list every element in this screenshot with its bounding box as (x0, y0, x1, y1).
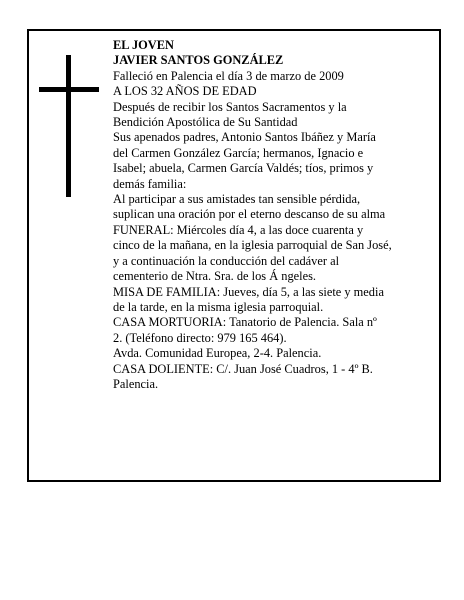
text-line: CASA DOLIENTE: C/. Juan José Cuadros, 1 - 4º B. (113, 361, 373, 376)
text-line: cementerio de Ntra. Sra. de los Á ngeles. (113, 269, 316, 284)
text-line: A LOS 32 AÑOS DE EDAD (113, 84, 257, 99)
text-line: Bendición Apostólica de Su Santidad (113, 115, 298, 130)
funeral-paragraph (113, 223, 433, 285)
text-line: MISA DE FAMILIA: Jueves, día 5, a las siete y media (113, 284, 384, 299)
text-line: FUNERAL: Miércoles día 4, a las doce cuarenta y (113, 222, 364, 237)
text-line: suplican una oración por el eterno descanso de su alma (113, 207, 386, 222)
funeral-home-paragraph (113, 315, 433, 346)
family-home-paragraph (113, 362, 433, 393)
death-date-paragraph (113, 69, 433, 84)
cross-horizontal-bar (39, 87, 99, 92)
text-line: Después de recibir los Santos Sacramentos y la (113, 99, 347, 114)
text-line: Isabel; abuela, Carmen García Valdés; tíos, primos y (113, 161, 374, 176)
cross-vertical-bar (66, 55, 71, 197)
text-line: Avda. Comunidad Europea, 2-4. Palencia. (113, 346, 322, 361)
deceased-name: JAVIER SANTOS GONZÁLEZ (113, 53, 284, 68)
text-line: de la tarde, en la misma iglesia parroquial. (113, 299, 324, 314)
text-line: demás familia: (113, 176, 187, 191)
text-line: Palencia. (113, 376, 159, 391)
sacraments-paragraph (113, 100, 433, 131)
text-line: 2. (Teléfono directo: 979 165 464). (113, 330, 287, 345)
text-line: Sus apenados padres, Antonio Santos Ibáñez y María (113, 130, 376, 145)
text-line: y a continuación la conducción del cadáver al (113, 253, 340, 268)
family-mass-paragraph (113, 285, 433, 316)
obituary-text (113, 38, 433, 392)
prayer-request-paragraph (113, 192, 433, 223)
text-line: Al participar a sus amistades tan sensible pérdida, (113, 192, 361, 207)
age-paragraph (113, 84, 433, 99)
text-line: CASA MORTUORIA: Tanatorio de Palencia. Sala nº (113, 315, 377, 330)
funeral-home-address-paragraph (113, 346, 433, 361)
text-line: Falleció en Palencia el día 3 de marzo de 2009 (113, 68, 344, 83)
family-paragraph (113, 130, 433, 192)
text-line: cinco de la mañana, en la iglesia parroquial de San José, (113, 238, 392, 253)
text-line: del Carmen González García; hermanos, Ignacio e (113, 145, 364, 160)
deceased-heading (113, 38, 433, 69)
heading-line: EL JOVEN (113, 38, 174, 52)
